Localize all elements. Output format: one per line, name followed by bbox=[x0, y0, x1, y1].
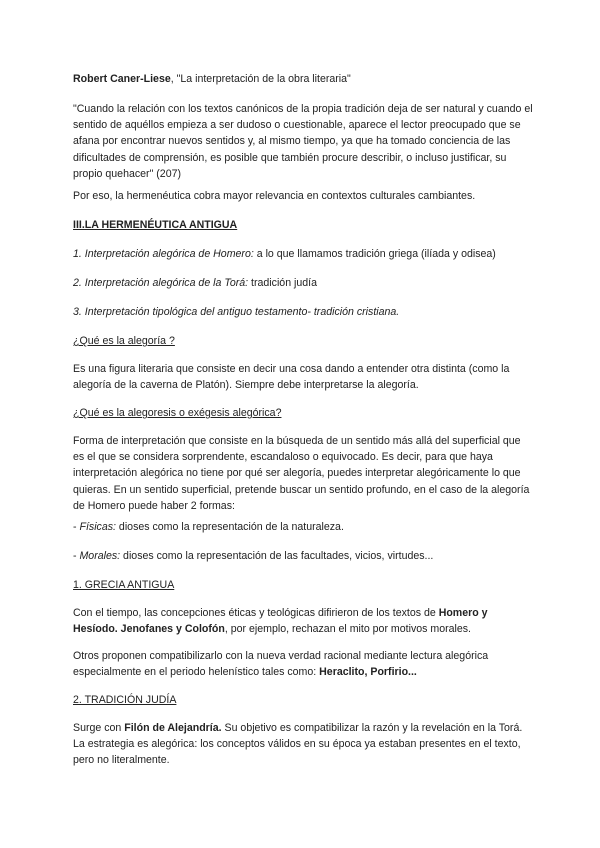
author-name: Robert Caner-Liese bbox=[73, 73, 171, 85]
list-item-tipologica: 3. Interpretación tipológica del antiguo testamento- tradición cristiana. bbox=[73, 306, 400, 318]
bullet-label: Físicas: bbox=[79, 521, 116, 533]
answer-alegoria: Es una figura literaria que consiste en decir una cosa dando a entender otra distinta (como la alegoría de la caverna de Platón). Siempre debe interpretarse la alegoría. bbox=[73, 363, 510, 392]
list-item-tora bbox=[73, 275, 533, 291]
text-run: , por ejemplo, rechazan el mito por motivos morales. bbox=[224, 623, 471, 636]
text-run: Otros proponen compatibilizarlo con la nueva verdad racional mediante lectura alegórica especialmente en el periodo helenístico tales como: bbox=[73, 650, 489, 679]
paragraph-grecia-2 bbox=[73, 648, 533, 680]
bullet-text: dioses como la representación de las facultades, vicios, virtudes... bbox=[120, 550, 434, 562]
section-heading-hermeneutica-antigua: III.LA HERMENÉUTICA ANTIGUA bbox=[73, 219, 238, 231]
heading-grecia-antigua: 1. GRECIA ANTIGUA bbox=[73, 579, 175, 591]
question-alegoresis: ¿Qué es la alegoresis o exégesis alegórica? bbox=[73, 407, 282, 419]
bullet-text: dioses como la representación de la naturaleza. bbox=[115, 521, 344, 533]
list-item-text: tradición judía bbox=[248, 277, 318, 289]
text-run: Con el tiempo, las concepciones éticas y teológicas difirieron de los textos de bbox=[73, 607, 439, 619]
question-alegoria: ¿Qué es la alegoría ? bbox=[73, 335, 175, 347]
bullet-fisicas: - Físicas: dioses como la representación de la naturaleza. bbox=[73, 521, 344, 533]
bold-names: Filón de Alejandría. bbox=[124, 722, 222, 734]
paragraph-grecia-1 bbox=[73, 605, 533, 637]
bold-names: Heraclito, Porfirio... bbox=[319, 666, 417, 679]
source-citation bbox=[73, 71, 533, 87]
text-run: Su objetivo es compatibilizar la razón y la revelación en la Torá. La estrategia es alegórica: los conceptos válidos en su época ya estaban presentes en el texto, pero no literalmente. bbox=[73, 722, 523, 767]
list-item-homero bbox=[73, 246, 533, 262]
text-run: Surge con bbox=[73, 722, 125, 734]
list-item-label: 1. Interpretación alegórica de Homero: bbox=[73, 248, 254, 260]
bold-names: Homero y Hesíodo. Jenofanes y Colofón bbox=[73, 607, 488, 636]
heading-tradicion-judia: 2. TRADICIÓN JUDÍA bbox=[73, 694, 177, 706]
intro-paragraph: Por eso, la hermenéutica cobra mayor relevancia en contextos culturales cambiantes. bbox=[73, 190, 476, 202]
list-item-label: 2. Interpretación alegórica de la Torá: bbox=[73, 277, 249, 289]
list-item-text: a lo que llamamos tradición griega (ilíada y odisea) bbox=[253, 248, 496, 260]
bullet-label: Morales: bbox=[79, 550, 121, 562]
bullet-morales: - Morales: dioses como la representación de las facultades, vicios, virtudes... bbox=[73, 550, 434, 562]
paragraph-judia bbox=[73, 720, 533, 769]
block-quote: "Cuando la relación con los textos canónicos de la propia tradición deja de ser natural y cuando el sentido de aquéllos empieza a ser dudoso o cuestionable, aparece el lector preocupado que se afana por encontrar nuevos sentidos y, al mismo tiempo, ya que ha tomado conciencia de las dificultades de comprensión, es posible que también procure describir, o incluso justificar, su propio quehacer" (207) bbox=[73, 103, 533, 180]
work-title: , "La interpretación de la obra literaria" bbox=[170, 73, 351, 85]
answer-alegoresis: Forma de interpretación que consiste en la búsqueda de un sentido más allá del superficial que es el que se considera sorprendente, escandaloso o equivocado. Es decir, para que haya interpretación alegórica no tiene por qué ser alegoría, puedes interpretar alegóricamente lo que quieras. En un sentido superficial, pretende buscar un sentido profundo, en el caso de la alegoría de Homero puede haber 2 formas: bbox=[73, 435, 530, 512]
